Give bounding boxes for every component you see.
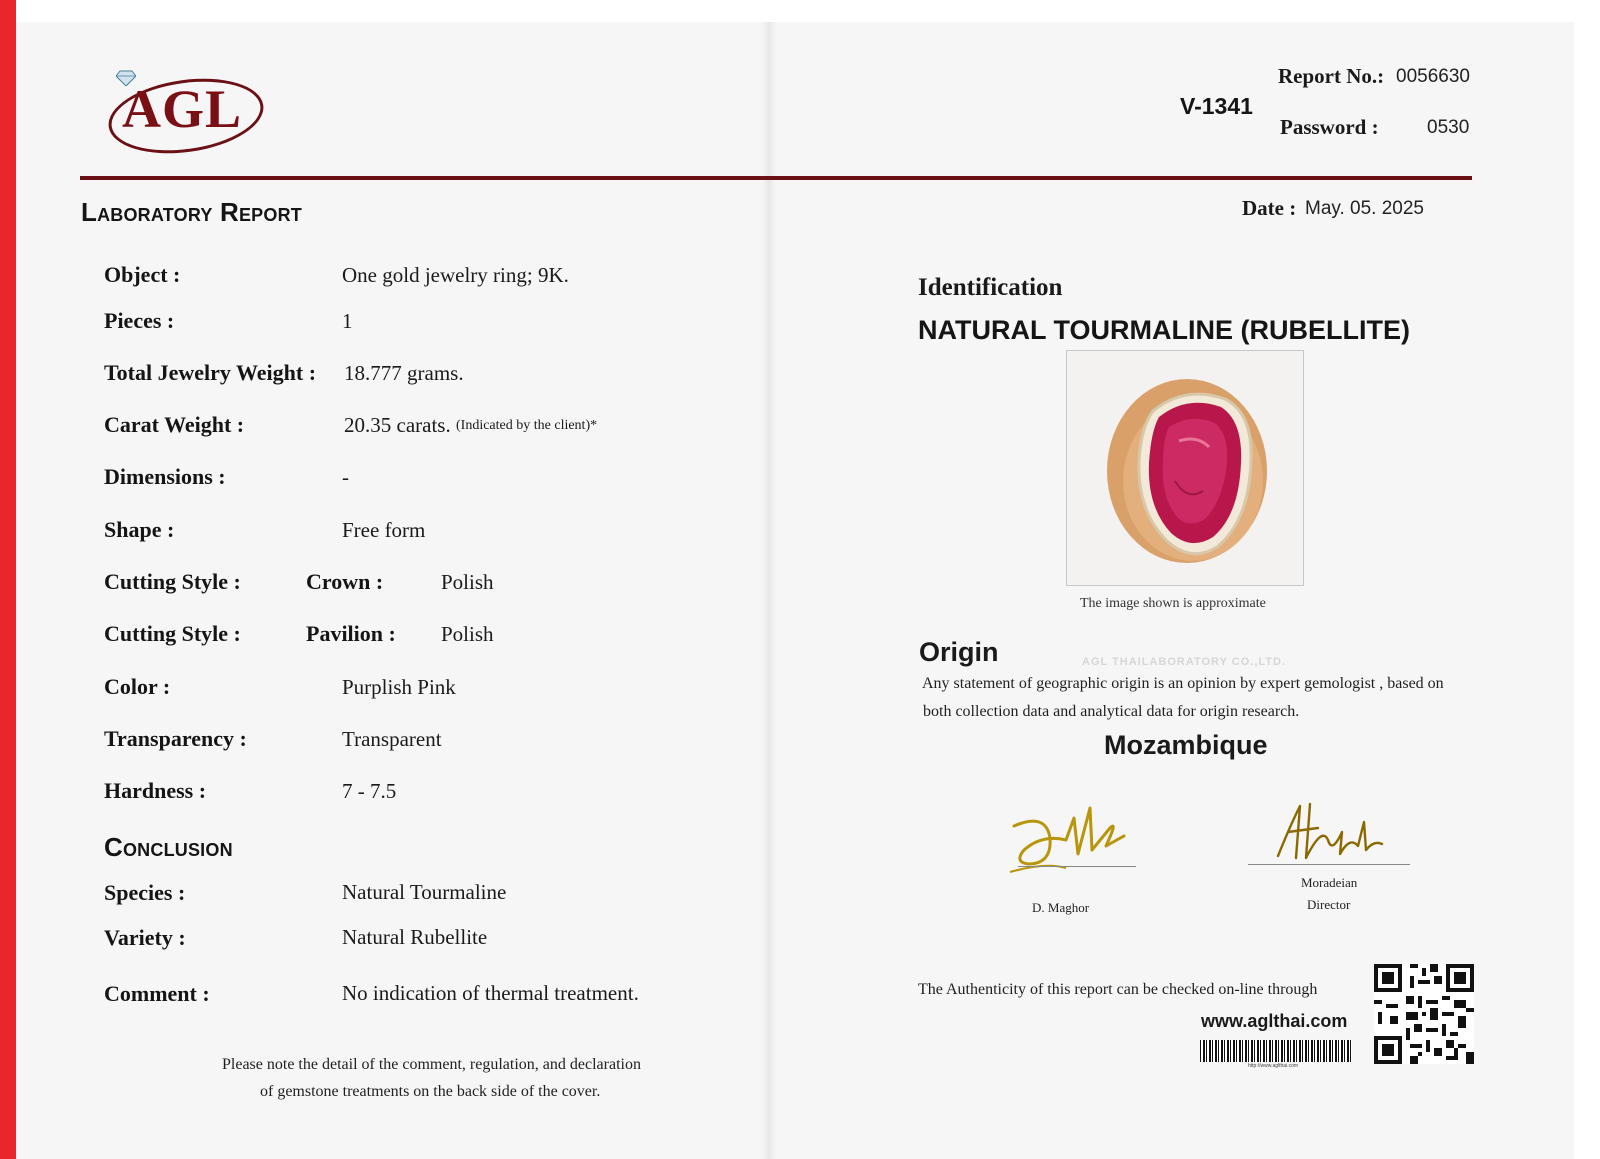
red-edge-strip	[0, 0, 16, 1159]
qr-code-icon[interactable]	[1374, 964, 1474, 1064]
report-no-value: 0056630	[1396, 66, 1470, 87]
field-value-hardness: 7 - 7.5	[342, 779, 397, 803]
field-value-pavilion: Polish	[441, 622, 494, 646]
field-value-transparency: Transparent	[342, 727, 442, 751]
v-number: V-1341	[1180, 93, 1253, 119]
field-label-color: Color :	[104, 674, 171, 699]
logo-text: AGL	[122, 79, 243, 139]
field-label-pieces: Pieces :	[104, 308, 175, 333]
authenticity-text: The Authenticity of this report can be checked on-line through	[918, 981, 1318, 998]
conclusion-title: Conclusion	[104, 832, 233, 862]
page-fold	[762, 22, 776, 1159]
signatory-name-maghor: D. Maghor	[1032, 900, 1090, 915]
field-label-cutting-style-crown: Cutting Style :	[104, 569, 241, 594]
origin-country: Mozambique	[1104, 730, 1268, 760]
signatory-title-moradeian: Director	[1307, 897, 1351, 912]
field-value-object: One gold jewelry ring; 9K.	[342, 263, 569, 287]
signature-line-maghor	[1018, 866, 1136, 867]
gemstone-photo	[1066, 350, 1304, 586]
password-value: 0530	[1427, 117, 1470, 138]
field-label-transparency: Transparency :	[104, 726, 247, 751]
field-label-shape: Shape :	[104, 517, 175, 542]
scan-margin	[1574, 0, 1600, 1159]
field-value-total-weight: 18.777 grams.	[344, 361, 464, 385]
report-no-label: Report No.:	[1278, 64, 1385, 88]
field-value-species: Natural Tourmaline	[342, 880, 507, 904]
password-label: Password :	[1280, 115, 1379, 139]
field-value-crown: Polish	[441, 570, 494, 594]
field-sublabel-crown: Crown :	[306, 569, 384, 594]
report-title: Laboratory Report	[81, 197, 302, 227]
field-label-variety: Variety :	[104, 925, 186, 950]
signatory-name-moradeian: Moradeian	[1301, 875, 1358, 890]
signature-moradeian	[1270, 796, 1390, 866]
field-value-shape: Free form	[342, 518, 426, 542]
field-label-hardness: Hardness :	[104, 778, 207, 803]
identification-name: NATURAL TOURMALINE (RUBELLITE)	[918, 315, 1410, 345]
field-value-carat-weight: 20.35 carats.	[344, 413, 451, 437]
field-value-color: Purplish Pink	[342, 675, 456, 699]
field-sublabel-pavilion: Pavilion :	[306, 621, 396, 646]
field-label-species: Species :	[104, 880, 186, 905]
agl-logo	[108, 70, 270, 162]
date-value: May. 05. 2025	[1305, 198, 1425, 219]
field-label-comment: Comment :	[104, 981, 210, 1006]
header-rule	[80, 176, 1472, 180]
field-value-pieces: 1	[342, 309, 353, 333]
barcode	[1200, 1040, 1352, 1062]
origin-statement-line2: both collection data and analytical data for origin research.	[923, 703, 1300, 720]
footer-note-line2: of gemstone treatments on the back side of the cover.	[260, 1083, 601, 1100]
certificate-card	[16, 22, 1574, 1159]
field-label-dimensions: Dimensions :	[104, 464, 226, 489]
identification-heading: Identification	[918, 274, 1063, 301]
field-value-comment: No indication of thermal treatment.	[342, 981, 639, 1005]
field-value-variety: Natural Rubellite	[342, 925, 488, 949]
field-label-total-weight: Total Jewelry Weight :	[104, 360, 317, 385]
carat-weight-note: (Indicated by the client)*	[456, 418, 598, 433]
origin-statement-line1: Any statement of geographic origin is an opinion by expert gemologist , based on	[922, 675, 1444, 692]
image-caption: The image shown is approximate	[1080, 596, 1266, 611]
field-label-cutting-style-pavilion: Cutting Style :	[104, 621, 241, 646]
lab-stamp: AGL THAILABORATORY CO.,LTD.	[1082, 656, 1287, 668]
field-label-carat-weight: Carat Weight :	[104, 412, 245, 437]
ring-illustration	[1067, 351, 1303, 585]
barcode-text: http://www.aglthai.com	[1248, 1063, 1299, 1069]
field-value-dimensions: -	[342, 465, 349, 489]
signature-line-moradeian	[1248, 864, 1410, 865]
website-link[interactable]: www.aglthai.com	[1201, 1011, 1348, 1031]
field-label-object: Object :	[104, 262, 181, 287]
date-label: Date :	[1242, 196, 1297, 220]
footer-note-line1: Please note the detail of the comment, regulation, and declaration	[222, 1056, 641, 1073]
origin-heading: Origin	[919, 637, 999, 667]
